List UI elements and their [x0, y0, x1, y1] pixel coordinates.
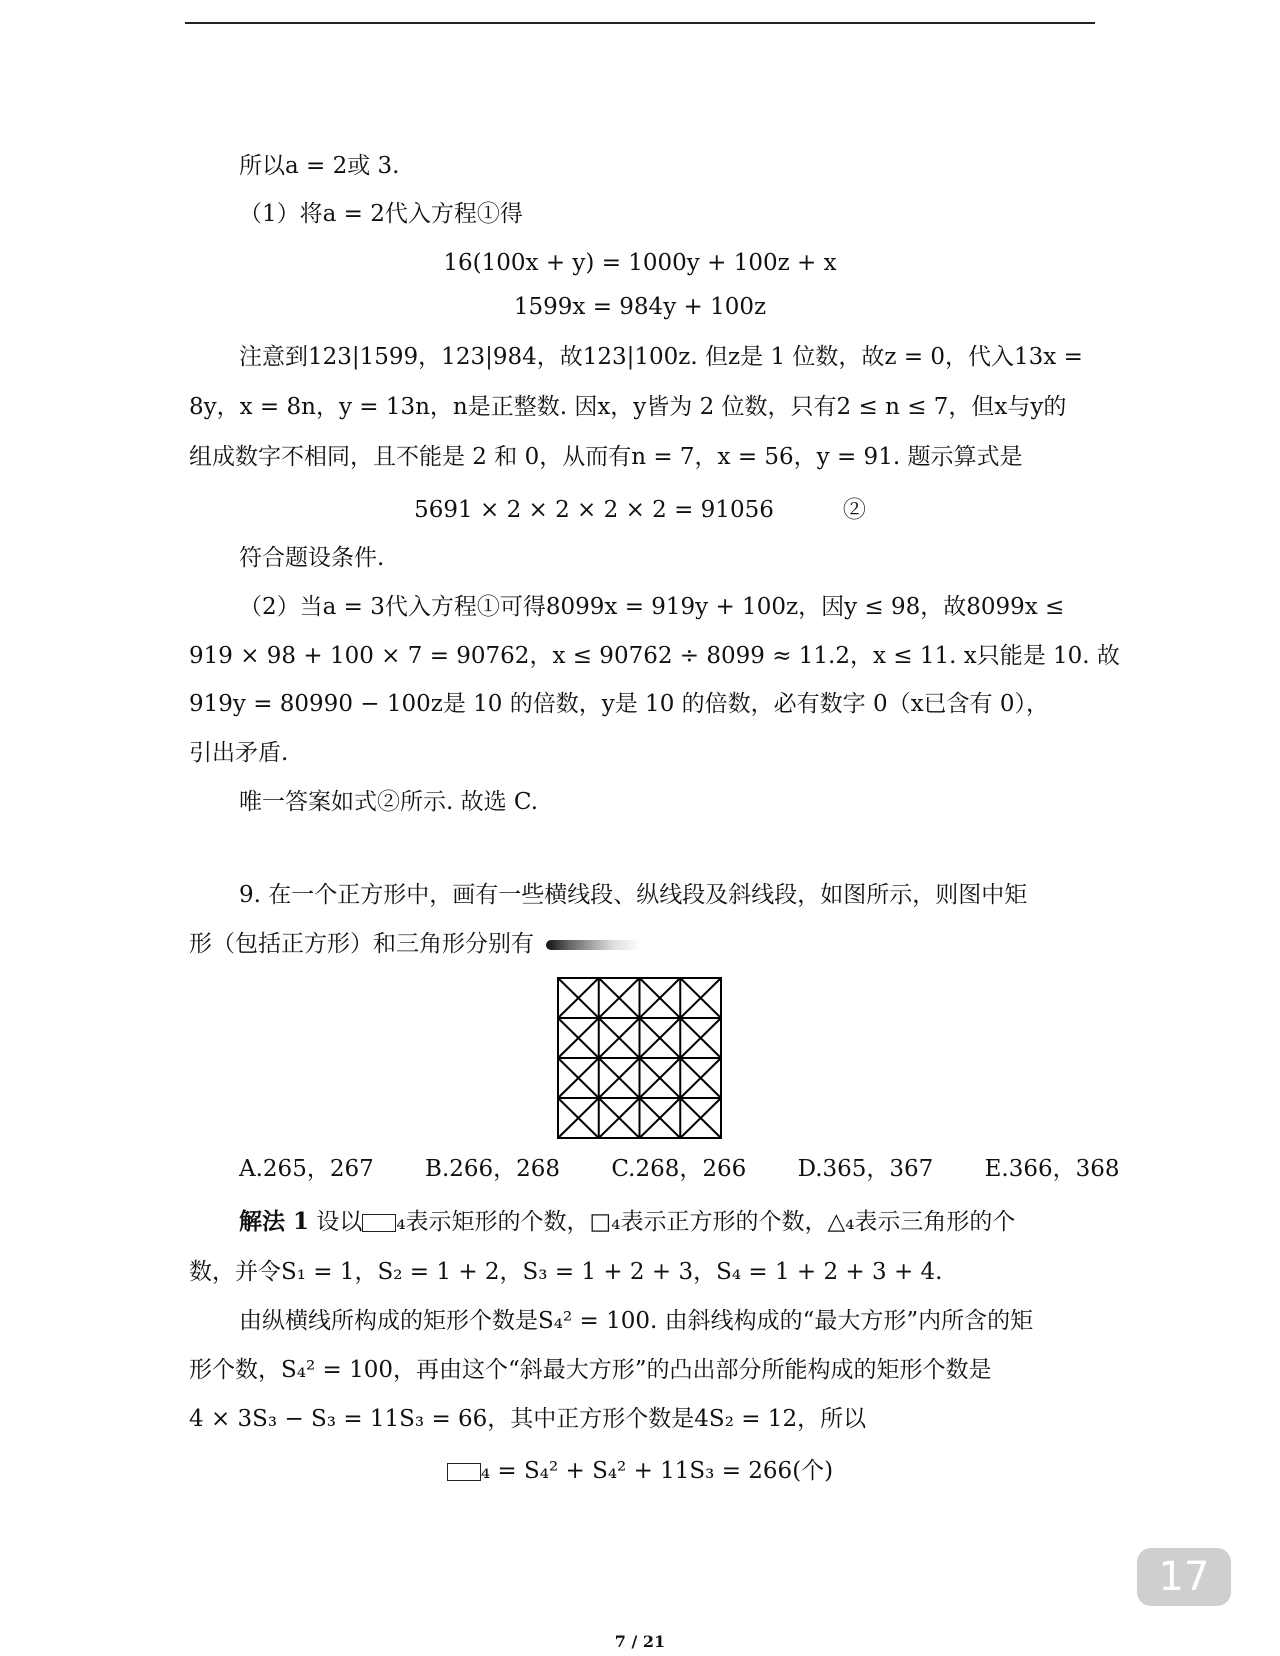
option-e: E.366，368	[984, 1156, 1120, 1182]
rectangle-icon	[362, 1214, 396, 1232]
page-footer: 7 / 21	[614, 1632, 666, 1651]
solution-text: ₄表示矩形的个数，□₄表示正方形的个数，△₄表示三角形的个	[396, 1209, 1016, 1235]
text-line: 4 × 3S₃ − S₃ = 11S₃ = 66，其中正方形个数是4S₂ = 12，所以	[189, 1406, 867, 1432]
option-b: B.266，268	[425, 1156, 561, 1182]
rectangle-icon	[447, 1463, 481, 1481]
solution-label: 解法 1	[239, 1208, 310, 1235]
text-line: 引出矛盾.	[189, 740, 289, 766]
text-line: 形个数，S₄² = 100，再由这个“斜最大方形”的凸出部分所能构成的矩形个数是	[189, 1357, 992, 1383]
equation: 16(100x + y) = 1000y + 100z + x	[443, 250, 837, 276]
text-line: （2）当a = 3代入方程①可得8099x = 919y + 100z，因y ≤ 98，故8099x ≤	[239, 594, 1065, 620]
question-9-cont	[189, 928, 1091, 960]
equation-text: ₄ = S₄² + S₄² + 11S₃ = 266(个)	[480, 1458, 834, 1484]
text-line: 由纵横线所构成的矩形个数是S₄² = 100. 由斜线构成的“最大方形”内所含的矩	[239, 1308, 1034, 1334]
equation: 1599x = 984y + 100z	[513, 294, 767, 320]
question-9: 9. 在一个正方形中，画有一些横线段、纵线段及斜线段，如图所示，则图中矩	[239, 882, 1028, 908]
text-line: 组成数字不相同，且不能是 2 和 0，从而有n = 7，x = 56，y = 91. 题示算式是	[189, 444, 1023, 470]
text-line: 919 × 98 + 100 × 7 = 90762，x ≤ 90762 ÷ 8099 ≈ 11.2，x ≤ 11. x只能是 10. 故	[189, 643, 1120, 669]
text-line: 所以a = 2或 3.	[239, 153, 400, 179]
top-rule	[185, 22, 1095, 24]
option-c: C.268，266	[611, 1156, 747, 1182]
text-line: （1）将a = 2代入方程①得	[239, 201, 523, 227]
text-line: 8y，x = 8n，y = 13n，n是正整数. 因x，y皆为 2 位数，只有2 ≤ n ≤ 7，但x与y的	[189, 394, 1067, 420]
text-line: 唯一答案如式②所示. 故选 C.	[239, 789, 539, 815]
redacted-answer-blank	[546, 940, 641, 950]
text-line: 符合题设条件.	[239, 545, 385, 571]
solution-text: 设以	[316, 1209, 363, 1235]
equation	[0, 1455, 1280, 1487]
option-a: A.265，267	[239, 1156, 374, 1182]
text-line: 数，并令S₁ = 1，S₂ = 1 + 2，S₃ = 1 + 2 + 3，S₄ = 1 + 2 + 3 + 4.	[189, 1259, 943, 1285]
grid-figure	[557, 977, 722, 1139]
option-d: D.365，367	[797, 1156, 934, 1182]
page-badge: 17	[1137, 1548, 1231, 1606]
text-line: 919y = 80990 − 100z是 10 的倍数，y是 10 的倍数，必有数字 0（x已含有 0），	[189, 691, 1049, 717]
solution-intro	[239, 1206, 1091, 1238]
text-line: 注意到123|1599，123|984，故123|100z. 但z是 1 位数，故z = 0，代入13x =	[239, 344, 1083, 370]
answer-options	[239, 1153, 1120, 1185]
equation: 5691 × 2 × 2 × 2 × 2 = 91056 ②	[414, 497, 866, 523]
question-9-text: 形（包括正方形）和三角形分别有	[189, 931, 534, 957]
